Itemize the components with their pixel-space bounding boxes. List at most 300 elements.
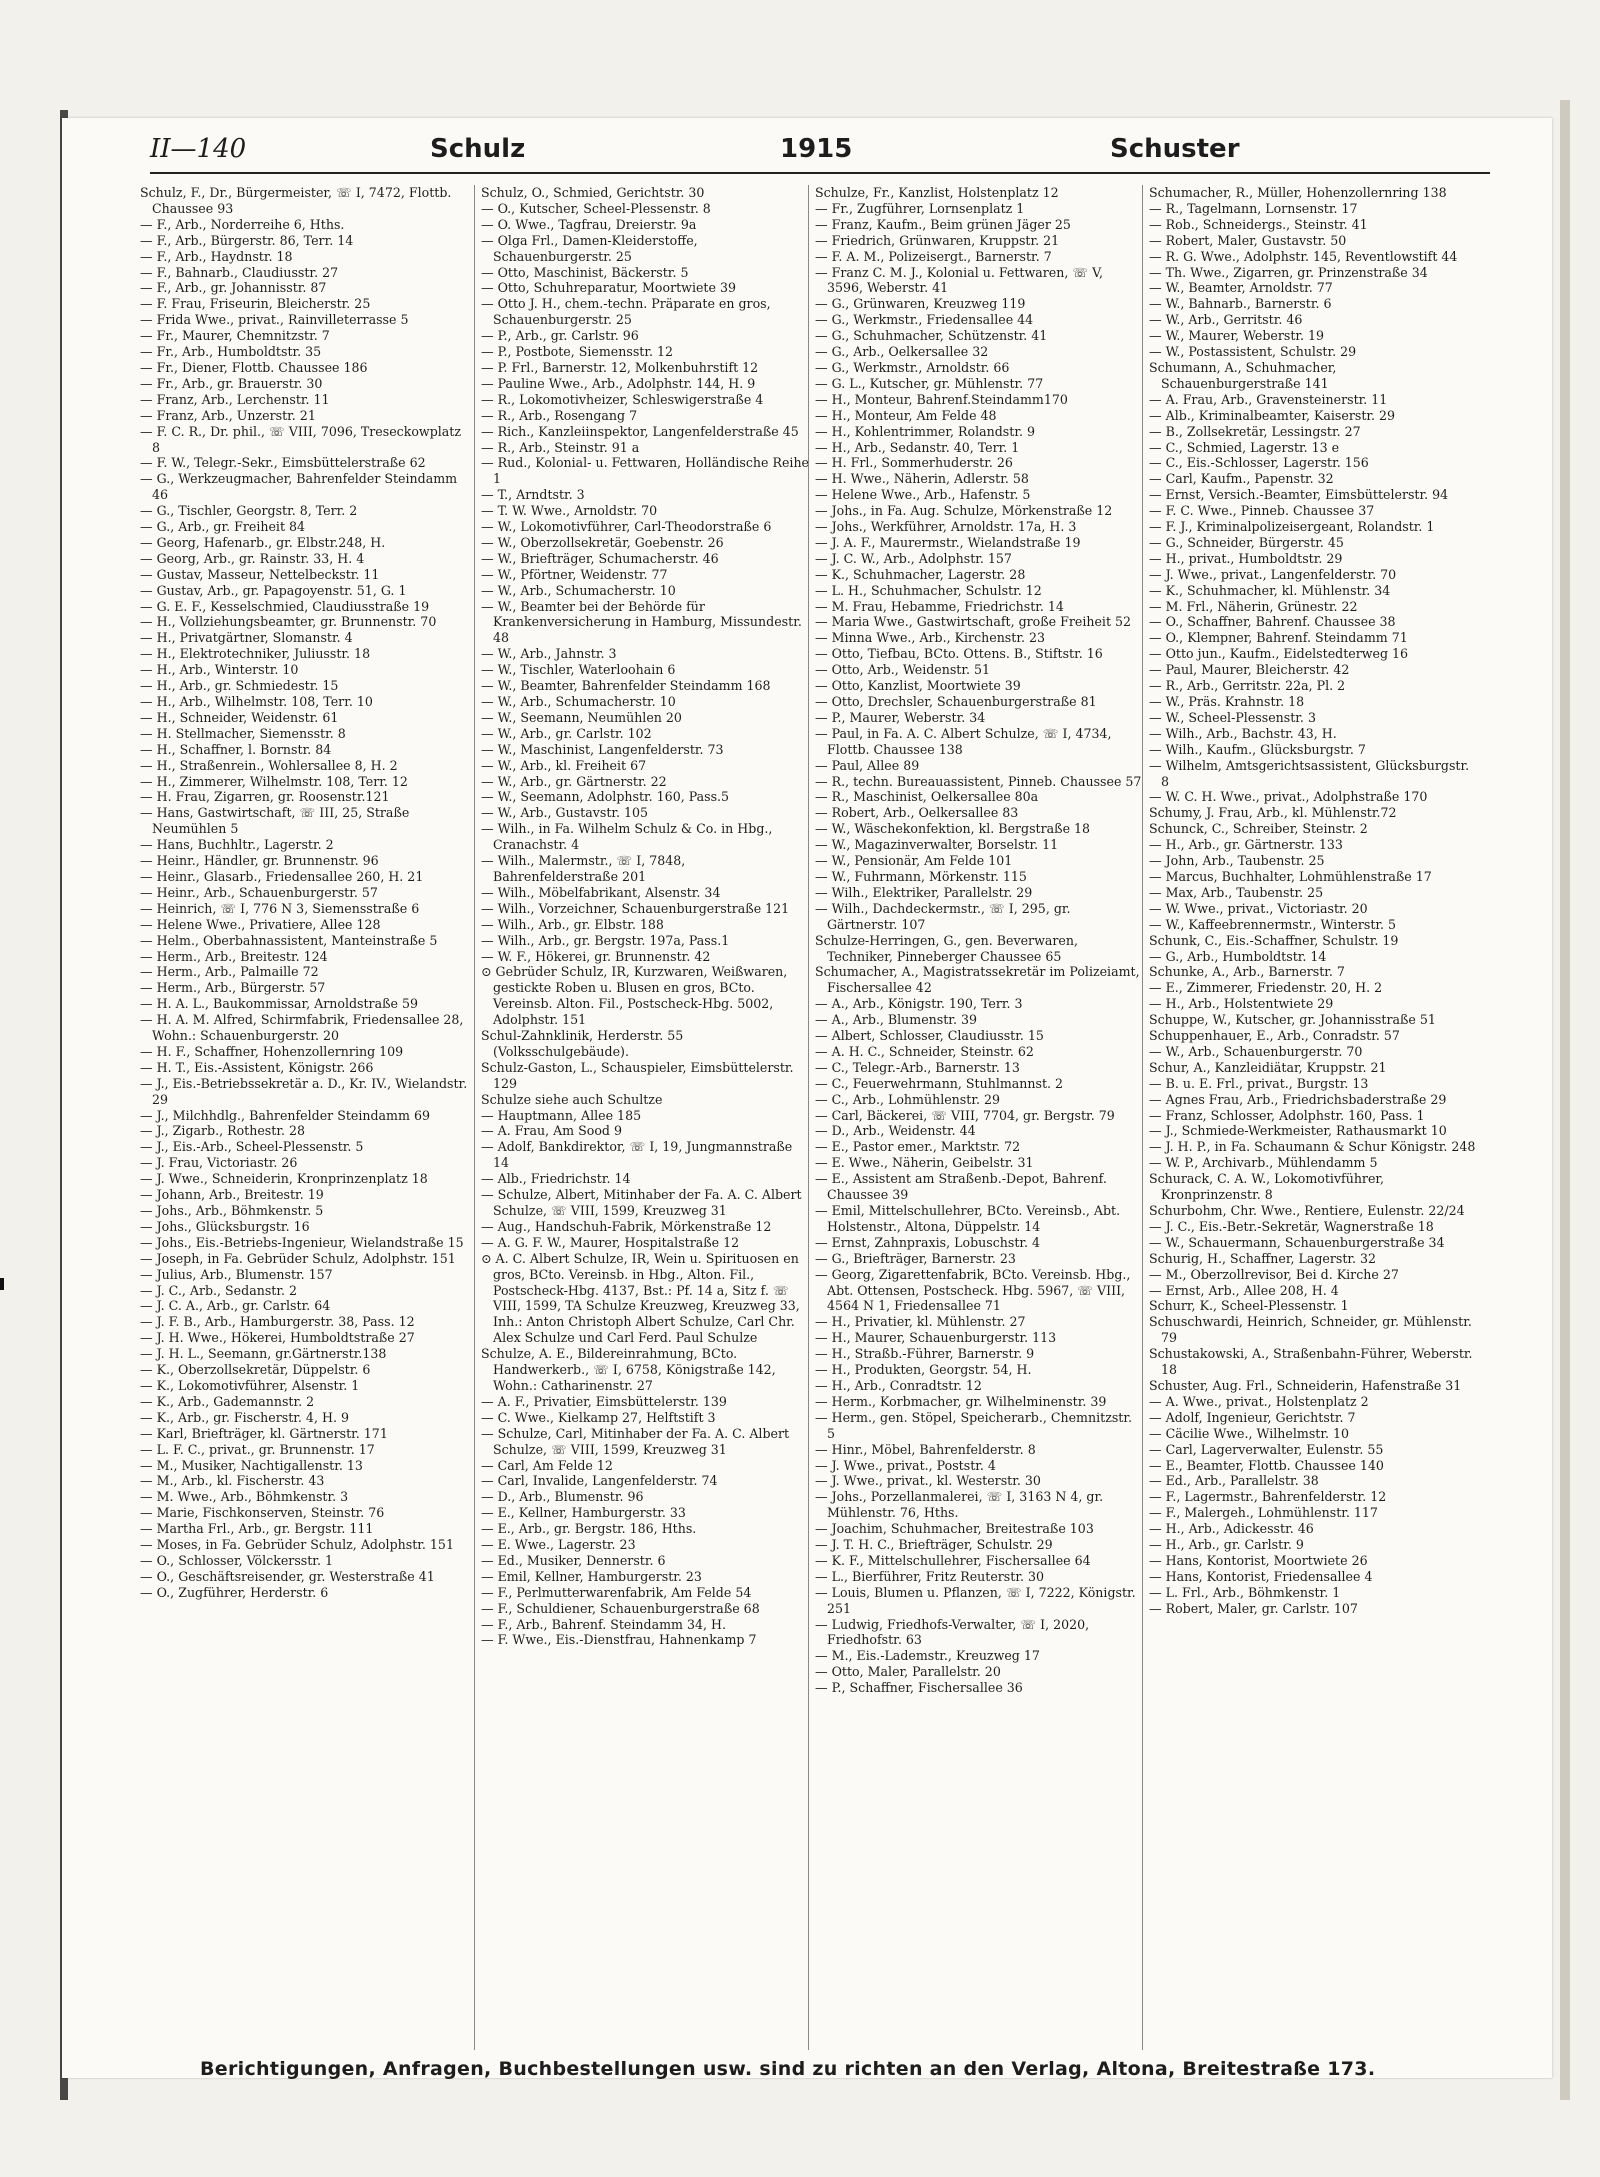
directory-entry: — Paul, Maurer, Bleicherstr. 42 <box>1149 662 1350 678</box>
directory-entry: — J. C. A., Arb., gr. Carlstr. 64 <box>140 1298 331 1314</box>
directory-entry: — M., Arb., kl. Fischerstr. 43 <box>140 1473 325 1489</box>
directory-entry: — R., Arb., Rosengang 7 <box>481 407 638 423</box>
column-4 <box>1142 185 1477 2050</box>
directory-entry: — M., Eis.-Lademstr., Kreuzweg 17 <box>815 1648 1040 1664</box>
directory-entry: — R., Arb., Gerritstr. 22a, Pl. 2 <box>1149 678 1346 694</box>
directory-entry: — W. F., Hökerei, gr. Brunnenstr. 42 <box>481 948 711 964</box>
directory-entry: — W., Bahnarb., Barnerstr. 6 <box>1149 296 1332 312</box>
directory-entry: — F. C. Wwe., Pinneb. Chaussee 37 <box>1149 503 1375 519</box>
directory-entry: — G., Tischler, Georgstr. 8, Terr. 2 <box>140 503 358 519</box>
directory-entry: — Paul, in Fa. A. C. Albert Schulze, ☏ I, 4734, Flottb. Chaussee 138 <box>815 725 1112 757</box>
directory-entry: — J. C., Arb., Sedanstr. 2 <box>140 1282 297 1298</box>
directory-entry: — W., Arb., Jahnstr. 3 <box>481 646 617 662</box>
directory-entry: — W., Maurer, Weberstr. 19 <box>1149 328 1325 344</box>
directory-entry: — W. C. H. Wwe., privat., Adolphstraße 170 <box>1149 789 1428 805</box>
directory-entry: — H., Arb., gr. Gärtnerstr. 133 <box>1149 837 1343 853</box>
directory-entry: — J. F. B., Arb., Hamburgerstr. 38, Pass. 12 <box>140 1314 415 1330</box>
directory-entry: — F., Bahnarb., Claudiusstr. 27 <box>140 264 339 280</box>
directory-entry: — J. Wwe., privat., Poststr. 4 <box>815 1457 996 1473</box>
directory-entry: — Emil, Mittelschullehrer, BCto. Vereinsb., Abt. Holstenstr., Altona, Düppelstr. 14 <box>815 1203 1121 1234</box>
directory-entry: — Johs., in Fa. Aug. Schulze, Mörkenstraße 12 <box>815 503 1113 519</box>
directory-entry: — Carl, Am Felde 12 <box>481 1457 613 1473</box>
directory-entry: — M., Oberzollrevisor, Bei d. Kirche 27 <box>1149 1266 1399 1282</box>
directory-entry: — Franz, Arb., Lerchenstr. 11 <box>140 391 330 407</box>
directory-entry: — Johs., Arb., Böhmkenstr. 5 <box>140 1203 324 1218</box>
directory-entry: — B., Zollsekretär, Lessingstr. 27 <box>1149 423 1361 439</box>
directory-entry: — R., Arb., Steinstr. 91 a <box>481 439 640 455</box>
directory-entry: Schuschwardi, Heinrich, Schneider, gr. Mühlenstr. 79 <box>1149 1314 1472 1346</box>
directory-entry: Schurig, H., Schaffner, Lagerstr. 32 <box>1149 1250 1377 1266</box>
directory-entry: — W., Schauermann, Schauenburgerstraße 34 <box>1149 1234 1445 1250</box>
directory-entry: — Albert, Schlosser, Claudiusstr. 15 <box>815 1028 1044 1044</box>
directory-entry: — A. Frau, Am Sood 9 <box>481 1123 622 1139</box>
directory-entry: — F., Arb., gr. Johannisstr. 87 <box>140 280 327 296</box>
directory-entry: — H. Frl., Sommerhuderstr. 26 <box>815 455 1013 471</box>
directory-entry: — H. Frau, Zigarren, gr. Roosenstr.121 <box>140 789 390 805</box>
directory-entry: — Otto, Kanzlist, Moortwiete 39 <box>815 678 1021 694</box>
directory-entry: — Wilh., Dachdeckermstr., ☏ I, 295, gr. Gärtnerstr. 107 <box>815 900 1071 932</box>
directory-entry: — W., Postassistent, Schulstr. 29 <box>1149 344 1357 360</box>
directory-entry: — H. A. M. Alfred, Schirmfabrik, Friedensallee 28, Wohn.: Schauenburgerstr. 20 <box>140 1012 464 1044</box>
directory-entry: — Heinr., Arb., Schauenburgerstr. 57 <box>140 884 378 900</box>
directory-entry: — Georg, Zigarettenfabrik, BCto. Vereinsb. Hbg., Abt. Ottensen, Postscheck. Hbg. 5967, ☏ VIII, 4564 N 1, Friedensallee 71 <box>815 1266 1131 1314</box>
directory-entry: — Robert, Maler, Gustavstr. 50 <box>1149 232 1347 248</box>
directory-entry: — G. L., Kutscher, gr. Mühlenstr. 77 <box>815 375 1044 391</box>
directory-entry: — Johs., Werkführer, Arnoldstr. 17a, H. 3 <box>815 519 1077 535</box>
directory-entry: — F., Malergeh., Lohmühlenstr. 117 <box>1149 1505 1378 1521</box>
directory-entry: — Hinr., Möbel, Bahrenfelderstr. 8 <box>815 1441 1036 1457</box>
directory-entry: Schunk, C., Eis.-Schaffner, Schulstr. 19 <box>1149 932 1399 948</box>
directory-entry: — G., Arb., Humboldtstr. 14 <box>1149 948 1327 964</box>
directory-entry: Schulze-Herringen, G., gen. Beverwaren, Techniker, Pinneberger Chaussee 65 <box>815 932 1078 964</box>
directory-entry: — Johs., Glücksburgstr. 16 <box>140 1218 310 1234</box>
directory-entry: — F., Arb., Norderreihe 6, Hths. <box>140 216 345 232</box>
directory-entry: — W. P., Archivarb., Mühlendamm 5 <box>1149 1155 1378 1171</box>
directory-entry: — W., Pensionär, Am Felde 101 <box>815 853 1013 869</box>
directory-entry: — G., Werkzeugmacher, Bahrenfelder Steindamm 46 <box>140 471 458 503</box>
directory-entry: — Franz C. M. J., Kolonial u. Fettwaren, ☏ V, 3596, Weberstr. 41 <box>815 264 1103 296</box>
directory-entry: — J., Milchhdlg., Bahrenfelder Steindamm 69 <box>140 1107 430 1123</box>
directory-entry: — Adolf, Ingenieur, Gerichtstr. 7 <box>1149 1409 1356 1425</box>
directory-entry: — Helene Wwe., Privatiere, Allee 128 <box>140 916 381 932</box>
directory-entry: — W., Beamter bei der Behörde für Krankenversicherung in Hamburg, Missundestr. 48 <box>481 598 802 646</box>
directory-entry: — Wilh., Malermstr., ☏ I, 7848, Bahrenfelderstraße 201 <box>481 853 686 884</box>
directory-entry: Schul-Zahnklinik, Herderstr. 55 (Volksschulgebäude). <box>481 1028 684 1059</box>
directory-entry: — W., Präs. Krahnstr. 18 <box>1149 694 1305 709</box>
directory-entry: — J., Eis.-Betriebssekretär a. D., Kr. IV., Wielandstr. 29 <box>140 1075 468 1107</box>
directory-entry: — Ludwig, Friedhofs-Verwalter, ☏ I, 2020, Friedhofstr. 63 <box>815 1616 1090 1648</box>
directory-entry: — Louis, Blumen u. Pflanzen, ☏ I, 7222, Königstr. 251 <box>815 1584 1136 1616</box>
directory-entry: — Joseph, in Fa. Gebrüder Schulz, Adolphstr. 151 <box>140 1250 456 1266</box>
directory-entry: — H., Monteur, Am Felde 48 <box>815 407 997 423</box>
directory-entry: — A. Wwe., privat., Holstenplatz 2 <box>1149 1393 1369 1409</box>
directory-entry: — Johann, Arb., Breitestr. 19 <box>140 1187 324 1203</box>
directory-entry: — Herm., Korbmacher, gr. Wilhelminenstr. 39 <box>815 1393 1107 1409</box>
directory-entry: — W., Magazinverwalter, Borselstr. 11 <box>815 837 1059 853</box>
directory-entry: — Robert, Maler, gr. Carlstr. 107 <box>1149 1600 1358 1616</box>
directory-entry: — Carl, Lagerverwalter, Eulenstr. 55 <box>1149 1441 1384 1457</box>
directory-entry: — Georg, Arb., gr. Rainstr. 33, H. 4 <box>140 550 365 566</box>
directory-entry: — Max, Arb., Taubenstr. 25 <box>1149 884 1324 900</box>
directory-entry: — Wilh., Vorzeichner, Schauenburgerstraße 121 <box>481 900 790 916</box>
directory-entry: — H. A. L., Baukommissar, Arnoldstraße 59 <box>140 996 418 1012</box>
directory-entry: — W., Pförtner, Weidenstr. 77 <box>481 566 668 582</box>
directory-entry: Schulze, Fr., Kanzlist, Holstenplatz 12 <box>815 185 1059 200</box>
directory-entry: — G., Werkmstr., Friedensallee 44 <box>815 312 1034 328</box>
directory-entry: — H., Arb., Conradtstr. 12 <box>815 1377 982 1393</box>
directory-entry: — Wilhelm, Amtsgerichtsassistent, Glücksburgstr. 8 <box>1149 757 1470 789</box>
directory-entry: ⊙ A. C. Albert Schulze, IR, Wein u. Spirituosen en gros, BCto. Vereinsb. in Hbg., Alton. Fil., Postscheck-Hbg. 4137, Bst.: Pf. 14 a, Sitz f. ☏ VIII, 1599, TA Schulze Kreuzweg, Kreuzweg 33, Inh.: Anton Christoph Albert Schulze, Carl Chr. Alex Schulze und Carl Ferd. Paul Schulze <box>481 1250 800 1346</box>
directory-entry: — Ed., Musiker, Dennerstr. 6 <box>481 1552 666 1568</box>
directory-entry: — W., Arb., Gerritstr. 46 <box>1149 312 1303 328</box>
directory-entry: — O., Schlosser, Völckersstr. 1 <box>140 1552 333 1568</box>
directory-entry: — C., Eis.-Schlosser, Lagerstr. 156 <box>1149 455 1369 471</box>
directory-entry: — P., Maurer, Weberstr. 34 <box>815 709 986 725</box>
directory-entry: — L., Bierführer, Fritz Reuterstr. 30 <box>815 1568 1044 1584</box>
directory-entry: — C., Feuerwehrmann, Stuhlmannst. 2 <box>815 1075 1064 1091</box>
directory-entry: — Franz, Schlosser, Adolphstr. 160, Pass. 1 <box>1149 1107 1425 1123</box>
directory-entry: — R., techn. Bureauassistent, Pinneb. Chaussee 57 <box>815 773 1142 789</box>
header-first-name: Schulz <box>430 134 526 164</box>
directory-entry: — Hans, Buchhltr., Lagerstr. 2 <box>140 837 334 853</box>
directory-entry: — W., Seemann, Adolphstr. 160, Pass.5 <box>481 789 730 805</box>
directory-entry: — H., Zimmerer, Wilhelmstr. 108, Terr. 12 <box>140 773 408 789</box>
directory-entry: — Agnes Frau, Arb., Friedrichsbaderstraße 29 <box>1149 1091 1447 1107</box>
directory-entry: — Schulze, Carl, Mitinhaber der Fa. A. C. Albert Schulze, ☏ VIII, 1599, Kreuzweg 31 <box>481 1425 790 1457</box>
directory-entry: — Carl, Kaufm., Papenstr. 32 <box>1149 471 1334 487</box>
directory-entry: — E., Assistent am Straßenb.-Depot, Bahrenf. Chaussee 39 <box>815 1171 1107 1203</box>
directory-entry: — P., Postbote, Siemensstr. 12 <box>481 344 674 360</box>
directory-entry: — Karl, Briefträger, kl. Gärtnerstr. 171 <box>140 1425 388 1441</box>
directory-entry: — Fr., Arb., gr. Brauerstr. 30 <box>140 375 323 391</box>
directory-entry: — G., Werkmstr., Arnoldstr. 66 <box>815 359 1010 375</box>
directory-entry: — Marie, Fischkonserven, Steinstr. 76 <box>140 1505 385 1521</box>
directory-entry: — A., Arb., Blumenstr. 39 <box>815 1012 977 1028</box>
directory-entry: — Gustav, Arb., gr. Papagoyenstr. 51, G. 1 <box>140 582 407 598</box>
directory-entry: — Otto, Maler, Parallelstr. 20 <box>815 1664 1001 1680</box>
directory-entry: — H., Maurer, Schauenburgerstr. 113 <box>815 1330 1057 1346</box>
directory-entry: — H., Monteur, Bahrenf.Steindamm170 <box>815 391 1068 407</box>
directory-entry: — H., Arb., gr. Carlstr. 9 <box>1149 1537 1304 1553</box>
directory-entry: — Rich., Kanzleiinspektor, Langenfelderstraße 45 <box>481 423 799 439</box>
directory-entry: — A. F., Privatier, Eimsbüttelerstr. 139 <box>481 1393 727 1409</box>
directory-entry: — F. A. M., Polizeisergt., Barnerstr. 7 <box>815 248 1052 264</box>
directory-entry: — C., Schmied, Lagerstr. 13 e <box>1149 439 1340 455</box>
directory-entry: — D., Arb., Blumenstr. 96 <box>481 1489 644 1505</box>
directory-entry: — Carl, Bäckerei, ☏ VIII, 7704, gr. Bergstr. 79 <box>815 1107 1115 1123</box>
directory-entry: — Ernst, Zahnpraxis, Lobuschstr. 4 <box>815 1234 1041 1250</box>
directory-entry: — F., Arb., Bahrenf. Steindamm 34, H. <box>481 1616 726 1632</box>
directory-entry: — H., Privatgärtner, Slomanstr. 4 <box>140 630 353 646</box>
directory-entry: — Rob., Schneidergs., Steinstr. 41 <box>1149 216 1368 232</box>
directory-entry: — W., Wäschekonfektion, kl. Bergstraße 18 <box>815 821 1091 837</box>
directory-entry: — Robert, Arb., Oelkersallee 83 <box>815 805 1019 821</box>
directory-entry: — E., Kellner, Hamburgerstr. 33 <box>481 1505 686 1521</box>
directory-entry: — W., Fuhrmann, Mörkenstr. 115 <box>815 868 1027 884</box>
directory-entry: Schumy, J. Frau, Arb., kl. Mühlenstr.72 <box>1149 805 1397 821</box>
directory-entry: — O. Wwe., Tagfrau, Dreierstr. 9a <box>481 216 697 232</box>
directory-entry: — Ernst, Arb., Allee 208, H. 4 <box>1149 1282 1339 1298</box>
directory-entry: — E., Arb., gr. Bergstr. 186, Hths. <box>481 1521 697 1537</box>
directory-entry: — W., Arb., kl. Freiheit 67 <box>481 757 647 773</box>
directory-entry: — C., Telegr.-Arb., Barnerstr. 13 <box>815 1059 1020 1075</box>
directory-entry: — J., Schmiede-Werkmeister, Rathausmarkt 10 <box>1149 1123 1447 1139</box>
directory-entry: — W., Arb., Schumacherstr. 10 <box>481 582 676 598</box>
directory-entry: — J. T. H. C., Briefträger, Schulstr. 29 <box>815 1537 1053 1553</box>
directory-entry: — W., Seemann, Neumühlen 20 <box>481 709 682 725</box>
directory-entry: — H., Arb., Holstentwiete 29 <box>1149 996 1334 1012</box>
directory-entry: — F. C. R., Dr. phil., ☏ VIII, 7096, Treseckowplatz 8 <box>140 423 462 455</box>
directory-entry: — K., Lokomotivführer, Alsenstr. 1 <box>140 1377 360 1393</box>
directory-entry: — M. Wwe., Arb., Böhmkenstr. 3 <box>140 1489 349 1505</box>
directory-entry: — Alb., Friedrichstr. 14 <box>481 1171 631 1187</box>
directory-entry: — T., Arndtstr. 3 <box>481 487 585 503</box>
margin-mark <box>0 1278 4 1290</box>
directory-entry: — H., Arb., Winterstr. 10 <box>140 662 299 678</box>
directory-entry: — Fr., Diener, Flottb. Chaussee 186 <box>140 359 368 375</box>
directory-entry: — W., Arb., Schauenburgerstr. 70 <box>1149 1043 1363 1059</box>
directory-columns <box>140 185 1476 2050</box>
directory-entry: — Wilh., Kaufm., Glücksburgstr. 7 <box>1149 741 1366 757</box>
directory-entry: — D., Arb., Weidenstr. 44 <box>815 1123 976 1139</box>
directory-entry: — A., Arb., Königstr. 190, Terr. 3 <box>815 996 1023 1012</box>
directory-entry: Schurbohm, Chr. Wwe., Rentiere, Eulenstr. 22/24 <box>1149 1203 1465 1218</box>
directory-entry: — G. E. F., Kesselschmied, Claudiusstraße 19 <box>140 598 430 614</box>
directory-entry: — H. Stellmacher, Siemensstr. 8 <box>140 725 346 741</box>
directory-entry: — J., Zigarb., Rothestr. 28 <box>140 1123 305 1139</box>
directory-entry: — Otto J. H., chem.-techn. Präparate en gros, Schauenburgerstr. 25 <box>481 296 771 328</box>
directory-entry: — F., Perlmutterwarenfabrik, Am Felde 54 <box>481 1584 752 1600</box>
directory-entry: — G., Briefträger, Barnerstr. 23 <box>815 1250 1016 1266</box>
directory-entry: — H., Arb., gr. Schmiedestr. 15 <box>140 678 339 694</box>
directory-entry: — Herm., gen. Stöpel, Speicherarb., Chemnitzstr. 5 <box>815 1409 1133 1441</box>
directory-entry: — Alb., Kriminalbeamter, Kaiserstr. 29 <box>1149 407 1396 423</box>
directory-entry: — W., Kaffeebrennermstr., Winterstr. 5 <box>1149 916 1397 932</box>
directory-entry: — R., Tagelmann, Lornsenstr. 17 <box>1149 200 1358 216</box>
directory-entry: — Friedrich, Grünwaren, Kruppstr. 21 <box>815 232 1060 248</box>
directory-entry: — Carl, Invalide, Langenfelderstr. 74 <box>481 1473 718 1489</box>
directory-entry: — W., Oberzollsekretär, Goebenstr. 26 <box>481 534 724 550</box>
directory-entry: — Otto, Maschinist, Bäckerstr. 5 <box>481 264 689 280</box>
directory-entry: Schumacher, A., Magistratssekretär im Polizeiamt, Fischersallee 42 <box>815 964 1140 996</box>
directory-entry: — L. Frl., Arb., Böhmkenstr. 1 <box>1149 1584 1341 1600</box>
directory-entry: — J. A. F., Maurermstr., Wielandstraße 19 <box>815 534 1081 550</box>
directory-entry: — H., Straßenrein., Wohlersallee 8, H. 2 <box>140 757 398 773</box>
directory-entry: — G., Arb., Oelkersallee 32 <box>815 344 989 360</box>
directory-entry: — W., Arb., gr. Carlstr. 102 <box>481 725 652 741</box>
directory-entry: — O., Zugführer, Herderstr. 6 <box>140 1584 329 1600</box>
directory-entry: — Hans, Gastwirtschaft, ☏ III, 25, Straße Neumühlen 5 <box>140 805 410 837</box>
directory-entry: — H., Arb., Sedanstr. 40, Terr. 1 <box>815 439 1020 455</box>
directory-entry: — J. Wwe., privat., Langenfelderstr. 70 <box>1149 566 1397 582</box>
directory-entry: — Martha Frl., Arb., gr. Bergstr. 111 <box>140 1521 374 1537</box>
directory-entry: — Hans, Kontorist, Moortwiete 26 <box>1149 1552 1368 1568</box>
directory-entry: — W., Arb., gr. Gärtnerstr. 22 <box>481 773 667 789</box>
directory-entry: — H., Produkten, Georgstr. 54, H. <box>815 1362 1032 1378</box>
directory-entry: — Fr., Zugführer, Lornsenplatz 1 <box>815 200 1025 216</box>
directory-entry: Schunck, C., Schreiber, Steinstr. 2 <box>1149 821 1368 837</box>
directory-entry: — R., Maschinist, Oelkersallee 80a <box>815 789 1039 805</box>
directory-entry: — H., Schaffner, l. Bornstr. 84 <box>140 741 332 757</box>
directory-entry: — A. G. F. W., Maurer, Hospitalstraße 12 <box>481 1234 740 1250</box>
directory-entry: — P. Frl., Barnerstr. 12, Molkenbuhrstift 12 <box>481 359 759 375</box>
directory-entry: — Julius, Arb., Blumenstr. 157 <box>140 1266 333 1282</box>
directory-entry: — Georg, Hafenarb., gr. Elbstr.248, H. <box>140 534 386 550</box>
directory-entry: Schuppenhauer, E., Arb., Conradstr. 57 <box>1149 1028 1400 1044</box>
directory-entry: — J. C. W., Arb., Adolphstr. 157 <box>815 550 1012 566</box>
directory-entry: — Frida Wwe., privat., Rainvilleterrasse 5 <box>140 312 409 328</box>
directory-entry: — Heinr., Glasarb., Friedensallee 260, H. 21 <box>140 868 424 884</box>
directory-entry: — E., Beamter, Flottb. Chaussee 140 <box>1149 1457 1384 1473</box>
directory-entry: — Adolf, Bankdirektor, ☏ I, 19, Jungmannstraße 14 <box>481 1139 793 1171</box>
directory-entry: Schunke, A., Arb., Barnerstr. 7 <box>1149 964 1345 980</box>
header-last-name: Schuster <box>1110 134 1240 164</box>
column-1 <box>140 185 468 2050</box>
directory-entry: — H. T., Eis.-Assistent, Königstr. 266 <box>140 1059 374 1075</box>
directory-entry: — J., Eis.-Arb., Scheel-Plessenstr. 5 <box>140 1139 364 1155</box>
directory-entry: — G., Schneider, Bürgerstr. 45 <box>1149 534 1344 550</box>
directory-entry: — M. Frau, Hebamme, Friedrichstr. 14 <box>815 598 1064 614</box>
directory-entry: ⊙ Gebrüder Schulz, IR, Kurzwaren, Weißwaren, gestickte Roben u. Blusen en gros, BCto. Vereinsb. Alton. Fil., Postscheck-Hbg. 5002, Adolphstr. 151 <box>481 964 788 1028</box>
directory-entry: — H., privat., Humboldtstr. 29 <box>1149 550 1343 566</box>
directory-entry: — K., Arb., Gademannstr. 2 <box>140 1393 315 1409</box>
directory-entry: — Wilh., Elektriker, Parallelstr. 29 <box>815 884 1033 900</box>
directory-entry: — O., Kutscher, Scheel-Plessenstr. 8 <box>481 200 711 216</box>
directory-entry: — F., Schuldiener, Schauenburgerstraße 68 <box>481 1600 760 1616</box>
directory-entry: Schuster, Aug. Frl., Schneiderin, Hafenstraße 31 <box>1149 1377 1462 1393</box>
directory-entry: — Wilh., in Fa. Wilhelm Schulz & Co. in Hbg., Cranachstr. 4 <box>481 821 773 853</box>
directory-entry: — Hans, Kontorist, Friedensallee 4 <box>1149 1568 1373 1584</box>
directory-entry: — H., Straßb.-Führer, Barnerstr. 9 <box>815 1346 1035 1362</box>
directory-entry: — B. u. E. Frl., privat., Burgstr. 13 <box>1149 1075 1369 1091</box>
directory-entry: — Johs., Porzellanmalerei, ☏ I, 3163 N 4, gr. Mühlenstr. 76, Hths. <box>815 1489 1104 1521</box>
directory-entry: — F., Lagermstr., Bahrenfelderstr. 12 <box>1149 1489 1387 1505</box>
directory-entry: — H. Wwe., Näherin, Adlerstr. 58 <box>815 471 1029 487</box>
directory-entry: — P., Schaffner, Fischersallee 36 <box>815 1680 1023 1696</box>
directory-entry: Schulz, F., Dr., Bürgermeister, ☏ I, 7472, Flottb. Chaussee 93 <box>140 185 452 216</box>
directory-entry: — Gustav, Masseur, Nettelbeckstr. 11 <box>140 566 380 582</box>
directory-entry: — H., Privatier, kl. Mühlenstr. 27 <box>815 1314 1026 1330</box>
directory-entry: — M., Musiker, Nachtigallenstr. 13 <box>140 1457 363 1473</box>
page-edge <box>1560 100 1570 2100</box>
directory-entry: — Wilh., Arb., gr. Elbstr. 188 <box>481 916 664 932</box>
directory-entry: — Hauptmann, Allee 185 <box>481 1107 642 1123</box>
directory-entry: — Franz, Kaufm., Beim grünen Jäger 25 <box>815 216 1071 232</box>
directory-entry: Schurr, K., Scheel-Plessenstr. 1 <box>1149 1298 1349 1314</box>
directory-entry: — Moses, in Fa. Gebrüder Schulz, Adolphstr. 151 <box>140 1537 454 1553</box>
directory-entry: — Rud., Kolonial- u. Fettwaren, Holländische Reihe 1 <box>481 455 809 487</box>
directory-entry: — J. H. Wwe., Hökerei, Humboldtstraße 27 <box>140 1330 415 1346</box>
directory-entry: — E. Wwe., Lagerstr. 23 <box>481 1537 636 1553</box>
directory-entry: — W., Beamter, Arnoldstr. 77 <box>1149 280 1333 296</box>
directory-entry: — Wilh., Arb., gr. Bergstr. 197a, Pass.1 <box>481 932 730 948</box>
directory-entry: — T. W. Wwe., Arnoldstr. 70 <box>481 503 658 519</box>
directory-entry: — F., Arb., Bürgerstr. 86, Terr. 14 <box>140 232 354 248</box>
directory-entry: — W., Arb., Schumacherstr. 10 <box>481 694 676 709</box>
directory-entry: — W., Beamter, Bahrenfelder Steindamm 168 <box>481 678 771 694</box>
directory-entry: — H., Vollziehungsbeamter, gr. Brunnenstr. 70 <box>140 614 437 630</box>
directory-entry: — H., Arb., Wilhelmstr. 108, Terr. 10 <box>140 694 373 709</box>
directory-entry: — A. H. C., Schneider, Steinstr. 62 <box>815 1043 1034 1059</box>
directory-entry: — F. Frau, Friseurin, Bleicherstr. 25 <box>140 296 371 312</box>
directory-entry: — Paul, Allee 89 <box>815 757 920 773</box>
directory-entry: — Otto, Arb., Weidenstr. 51 <box>815 662 991 678</box>
directory-entry: — G., Schuhmacher, Schützenstr. 41 <box>815 328 1048 344</box>
directory-entry: — M. Frl., Näherin, Grünestr. 22 <box>1149 598 1358 614</box>
directory-entry: — Herm., Arb., Breitestr. 124 <box>140 948 328 964</box>
directory-entry: — John, Arb., Taubenstr. 25 <box>1149 853 1325 869</box>
directory-entry: — W., Arb., Gustavstr. 105 <box>481 805 649 821</box>
directory-entry: — R., Lokomotivheizer, Schleswigerstraße 4 <box>481 391 764 407</box>
directory-entry: — K. F., Mittelschullehrer, Fischersallee 64 <box>815 1552 1091 1568</box>
directory-entry: — O., Geschäftsreisender, gr. Westerstraße 41 <box>140 1568 435 1584</box>
directory-entry: — Ernst, Versich.-Beamter, Eimsbüttelerstr. 94 <box>1149 487 1449 503</box>
directory-entry: — Olga Frl., Damen-Kleiderstoffe, Schauenburgerstr. 25 <box>481 232 698 264</box>
directory-entry: — P., Arb., gr. Carlstr. 96 <box>481 328 639 344</box>
directory-entry: — Pauline Wwe., Arb., Adolphstr. 144, H. 9 <box>481 375 756 391</box>
directory-entry: — Emil, Kellner, Hamburgerstr. 23 <box>481 1568 702 1584</box>
directory-entry: — Joachim, Schuhmacher, Breitestraße 103 <box>815 1521 1094 1537</box>
directory-entry: — Cäcilie Wwe., Wilhelmstr. 10 <box>1149 1425 1350 1441</box>
directory-entry: — A. Frau, Arb., Gravensteinerstr. 11 <box>1149 391 1388 407</box>
directory-entry: — J. Frau, Victoriastr. 26 <box>140 1155 298 1171</box>
publisher-footer: Berichtigungen, Anfragen, Buchbestellungen usw. sind zu richten an den Verlag, Altona, Breitestraße 173. <box>200 2058 1376 2080</box>
directory-entry: — L. H., Schuhmacher, Schulstr. 12 <box>815 582 1042 598</box>
directory-entry: — K., Oberzollsekretär, Düppelstr. 6 <box>140 1362 371 1378</box>
directory-entry: — E., Zimmerer, Friedenstr. 20, H. 2 <box>1149 980 1383 996</box>
directory-entry: — F. W., Telegr.-Sekr., Eimsbüttelerstraße 62 <box>140 455 426 471</box>
directory-entry: — W., Scheel-Plessenstr. 3 <box>1149 709 1316 725</box>
column-2 <box>474 185 809 2050</box>
directory-entry: — K., Schuhmacher, Lagerstr. 28 <box>815 566 1026 582</box>
directory-entry: — E. Wwe., Näherin, Geibelstr. 31 <box>815 1155 1034 1171</box>
directory-entry: — Johs., Eis.-Betriebs-Ingenieur, Wielandstraße 15 <box>140 1234 464 1250</box>
directory-entry: — Herm., Arb., Palmaille 72 <box>140 964 319 980</box>
directory-entry: Schustakowski, A., Straßenbahn-Führer, Weberstr. 18 <box>1149 1346 1473 1378</box>
page-number: II—140 <box>150 134 247 164</box>
directory-entry: — H., Kohlentrimmer, Rolandstr. 9 <box>815 423 1035 439</box>
directory-entry: — W. Wwe., privat., Victoriastr. 20 <box>1149 900 1368 916</box>
directory-entry: — O., Klempner, Bahrenf. Steindamm 71 <box>1149 630 1408 646</box>
directory-entry: — O., Schaffner, Bahrenf. Chaussee 38 <box>1149 614 1396 630</box>
directory-entry: — H., Schneider, Weidenstr. 61 <box>140 709 339 725</box>
directory-entry: Schur, A., Kanzleidiätar, Kruppstr. 21 <box>1149 1059 1387 1075</box>
directory-entry: — K., Schuhmacher, kl. Mühlenstr. 34 <box>1149 582 1391 598</box>
directory-entry: — Minna Wwe., Arb., Kirchenstr. 23 <box>815 630 1046 646</box>
directory-entry: — J. H. L., Seemann, gr.Gärtnerstr.138 <box>140 1346 387 1362</box>
directory-entry: — Fr., Maurer, Chemnitzstr. 7 <box>140 328 330 344</box>
directory-entry: — Wilh., Möbelfabrikant, Alsenstr. 34 <box>481 884 721 900</box>
directory-entry: Schuppe, W., Kutscher, gr. Johannisstraße 51 <box>1149 1012 1436 1028</box>
header-year: 1915 <box>780 134 853 164</box>
directory-entry: — J. Wwe., privat., kl. Westerstr. 30 <box>815 1473 1041 1489</box>
directory-entry: — Maria Wwe., Gastwirtschaft, große Freiheit 52 <box>815 614 1132 630</box>
directory-entry: — E., Pastor emer., Marktstr. 72 <box>815 1139 1021 1155</box>
directory-entry: — J. C., Eis.-Betr.-Sekretär, Wagnerstraße 18 <box>1149 1218 1434 1234</box>
directory-entry: — Schulze, Albert, Mitinhaber der Fa. A. C. Albert Schulze, ☏ VIII, 1599, Kreuzweg 31 <box>481 1187 802 1218</box>
directory-entry: — W., Lokomotivführer, Carl-Theodorstraße 6 <box>481 519 772 535</box>
directory-entry: — F. Wwe., Eis.-Dienstfrau, Hahnenkamp 7 <box>481 1632 757 1648</box>
directory-entry: — Helm., Oberbahnassistent, Manteinstraße 5 <box>140 932 438 948</box>
directory-entry: — J. H. P., in Fa. Schaumann & Schur Königstr. 248 <box>1149 1139 1476 1155</box>
directory-entry: — Fr., Arb., Humboldtstr. 35 <box>140 344 322 360</box>
directory-entry: Schulz-Gaston, L., Schauspieler, Eimsbüttelerstr. 129 <box>481 1059 794 1091</box>
directory-entry: — L. F. C., privat., gr. Brunnenstr. 17 <box>140 1441 375 1457</box>
directory-entry: — Marcus, Buchhalter, Lohmühlenstraße 17 <box>1149 868 1432 884</box>
directory-entry: — Otto jun., Kaufm., Eidelstedterweg 16 <box>1149 646 1409 662</box>
directory-entry: — Herm., Arb., Bürgerstr. 57 <box>140 980 326 996</box>
directory-entry: — C., Arb., Lohmühlenstr. 29 <box>815 1091 1000 1107</box>
